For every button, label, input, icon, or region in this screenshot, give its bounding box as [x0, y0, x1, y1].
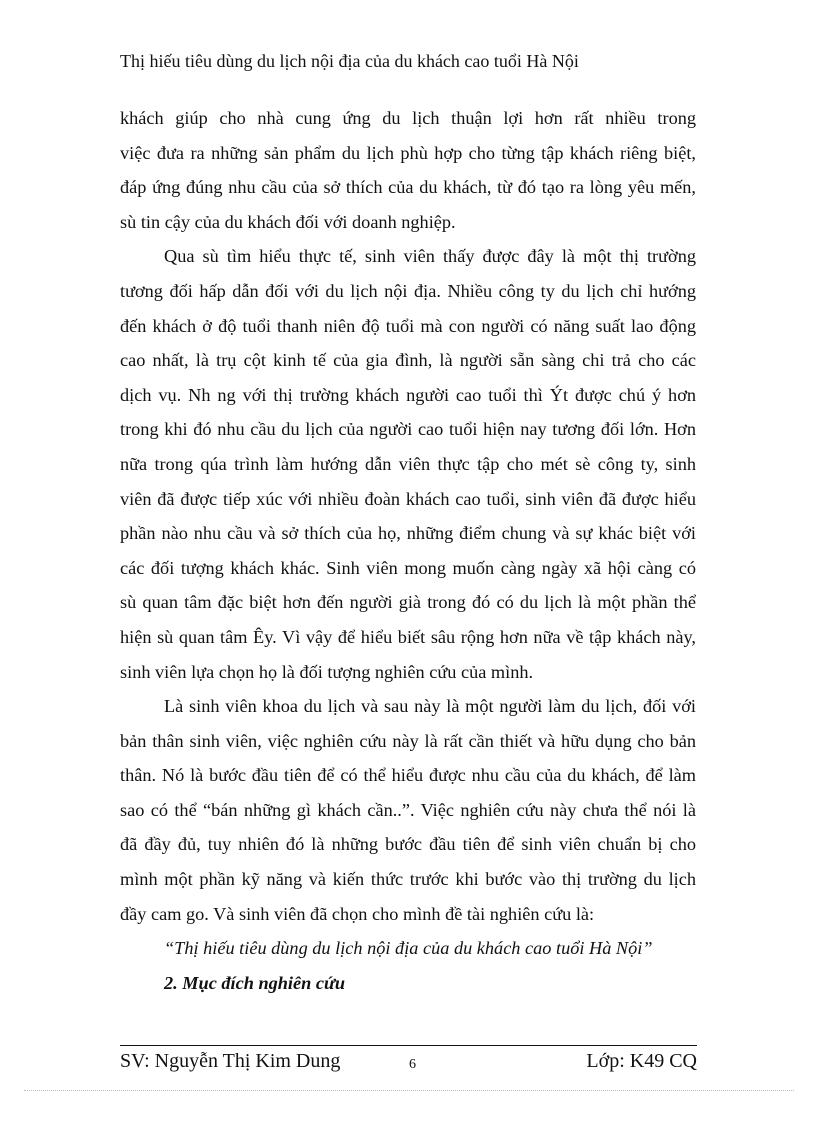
- paragraph-line: mình một phần kỹ năng và kiến thức trước khi bước vào thị trường du lịch: [120, 869, 696, 890]
- paragraph-line: sinh viên lựa chọn họ là đối tượng nghiên cứu của mình.: [120, 661, 534, 682]
- paragraph-line: nữa trong qúa trình làm hướng dẫn viên thực tập cho mét sè công ty, sinh: [120, 453, 696, 474]
- paragraph-line: việc đưa ra những sản phẩm du lịch phù hợp cho từng tập khách riêng biệt,: [120, 142, 696, 163]
- paragraph-line: hiện sù quan tâm Êy. Vì vậy để hiểu biết sâu rộng hơn nữa về tập khách này,: [120, 626, 696, 647]
- paragraph-line: sù quan tâm đặc biệt hơn đến người già trong đó có du lịch là một phần thể: [120, 592, 696, 613]
- page-number: 6: [409, 1057, 416, 1072]
- running-header: Thị hiếu tiêu dùng du lịch nội địa của du khách cao tuổi Hà Nội: [120, 51, 579, 71]
- paragraph-2: [120, 239, 696, 689]
- document-body: [120, 101, 696, 1000]
- paragraph-line: Qua sù tìm hiểu thực tế, sinh viên thấy được đây là một thị trường: [164, 246, 696, 267]
- paragraph-line: đầy cam go. Và sinh viên đã chọn cho mình đề tài nghiên cứu là:: [120, 903, 595, 924]
- paragraph-line: đã đầy đủ, tuy nhiên đó là những bước đầu tiên để sinh viên chuẩn bị cho: [120, 834, 696, 855]
- paragraph-line: Là sinh viên khoa du lịch và sau này là một người làm du lịch, đối với: [164, 696, 696, 717]
- page-bottom-dotted-line: [24, 1090, 794, 1091]
- paragraph-line: cao nhất, là trụ cột kinh tế của gia đình, là người sẵn sàng chi trả cho các: [120, 350, 696, 371]
- footer-divider: [120, 1045, 697, 1046]
- paragraph-line: khách giúp cho nhà cung ứng du lịch thuận lợi hơn rất nhiều trong: [120, 108, 696, 128]
- paragraph-1: [120, 101, 696, 239]
- paragraph-line: trong khi đó nhu cầu du lịch của người cao tuổi hiện nay tương đối lớn. Hơn: [120, 419, 696, 440]
- paragraph-line: sù tin cậy của du khách đối với doanh nghiệp.: [120, 211, 456, 232]
- paragraph-3: [120, 689, 696, 931]
- footer-author: SV: Nguyễn Thị Kim Dung: [120, 1050, 341, 1072]
- quoted-title-block: [120, 931, 696, 966]
- paragraph-line: sao có thể “bán những gì khách cần..”. Việc nghiên cứu này chưa thể nói là: [120, 799, 696, 820]
- paragraph-line: các đối tượng khách khác. Sinh viên mong muốn càng ngày xã hội càng có: [120, 557, 696, 578]
- paragraph-line: đáp ứng đúng nhu cầu của sở thích của du khách, từ đó tạo ra lòng yêu mến,: [120, 177, 696, 198]
- quoted-thesis-title: “Thị hiếu tiêu dùng du lịch nội địa của du khách cao tuổi Hà Nội”: [164, 938, 653, 959]
- paragraph-line: dịch vụ. Nh ng với thị trường khách người cao tuổi thì Ýt được chú ý hơn: [120, 384, 696, 405]
- paragraph-line: viên đã được tiếp xúc với nhiều đoàn khách cao tuổi, sinh viên đã được hiểu: [120, 488, 696, 509]
- section-heading-block: [120, 966, 696, 1001]
- paragraph-line: đến khách ở độ tuổi thanh niên độ tuổi mà con người có năng suất lao động: [120, 315, 696, 336]
- footer-class: Lớp: K49 CQ: [586, 1050, 697, 1072]
- paragraph-line: bản thân sinh viên, việc nghiên cứu này là rất cần thiết và hữu dụng cho bản: [120, 730, 696, 751]
- paragraph-line: thân. Nó là bước đầu tiên để có thể hiểu được nhu cầu của du khách, để làm: [120, 765, 696, 786]
- paragraph-line: tương đối hấp dẫn đối với du lịch nội địa. Nhiều công ty du lịch chỉ hướng: [120, 280, 696, 301]
- paragraph-line: phần nào nhu cầu và sở thích của họ, những điểm chung và sự khác biệt với: [120, 523, 696, 544]
- page-footer: [120, 1047, 697, 1075]
- section-heading: 2. Mục đích nghiên cứu: [164, 972, 346, 993]
